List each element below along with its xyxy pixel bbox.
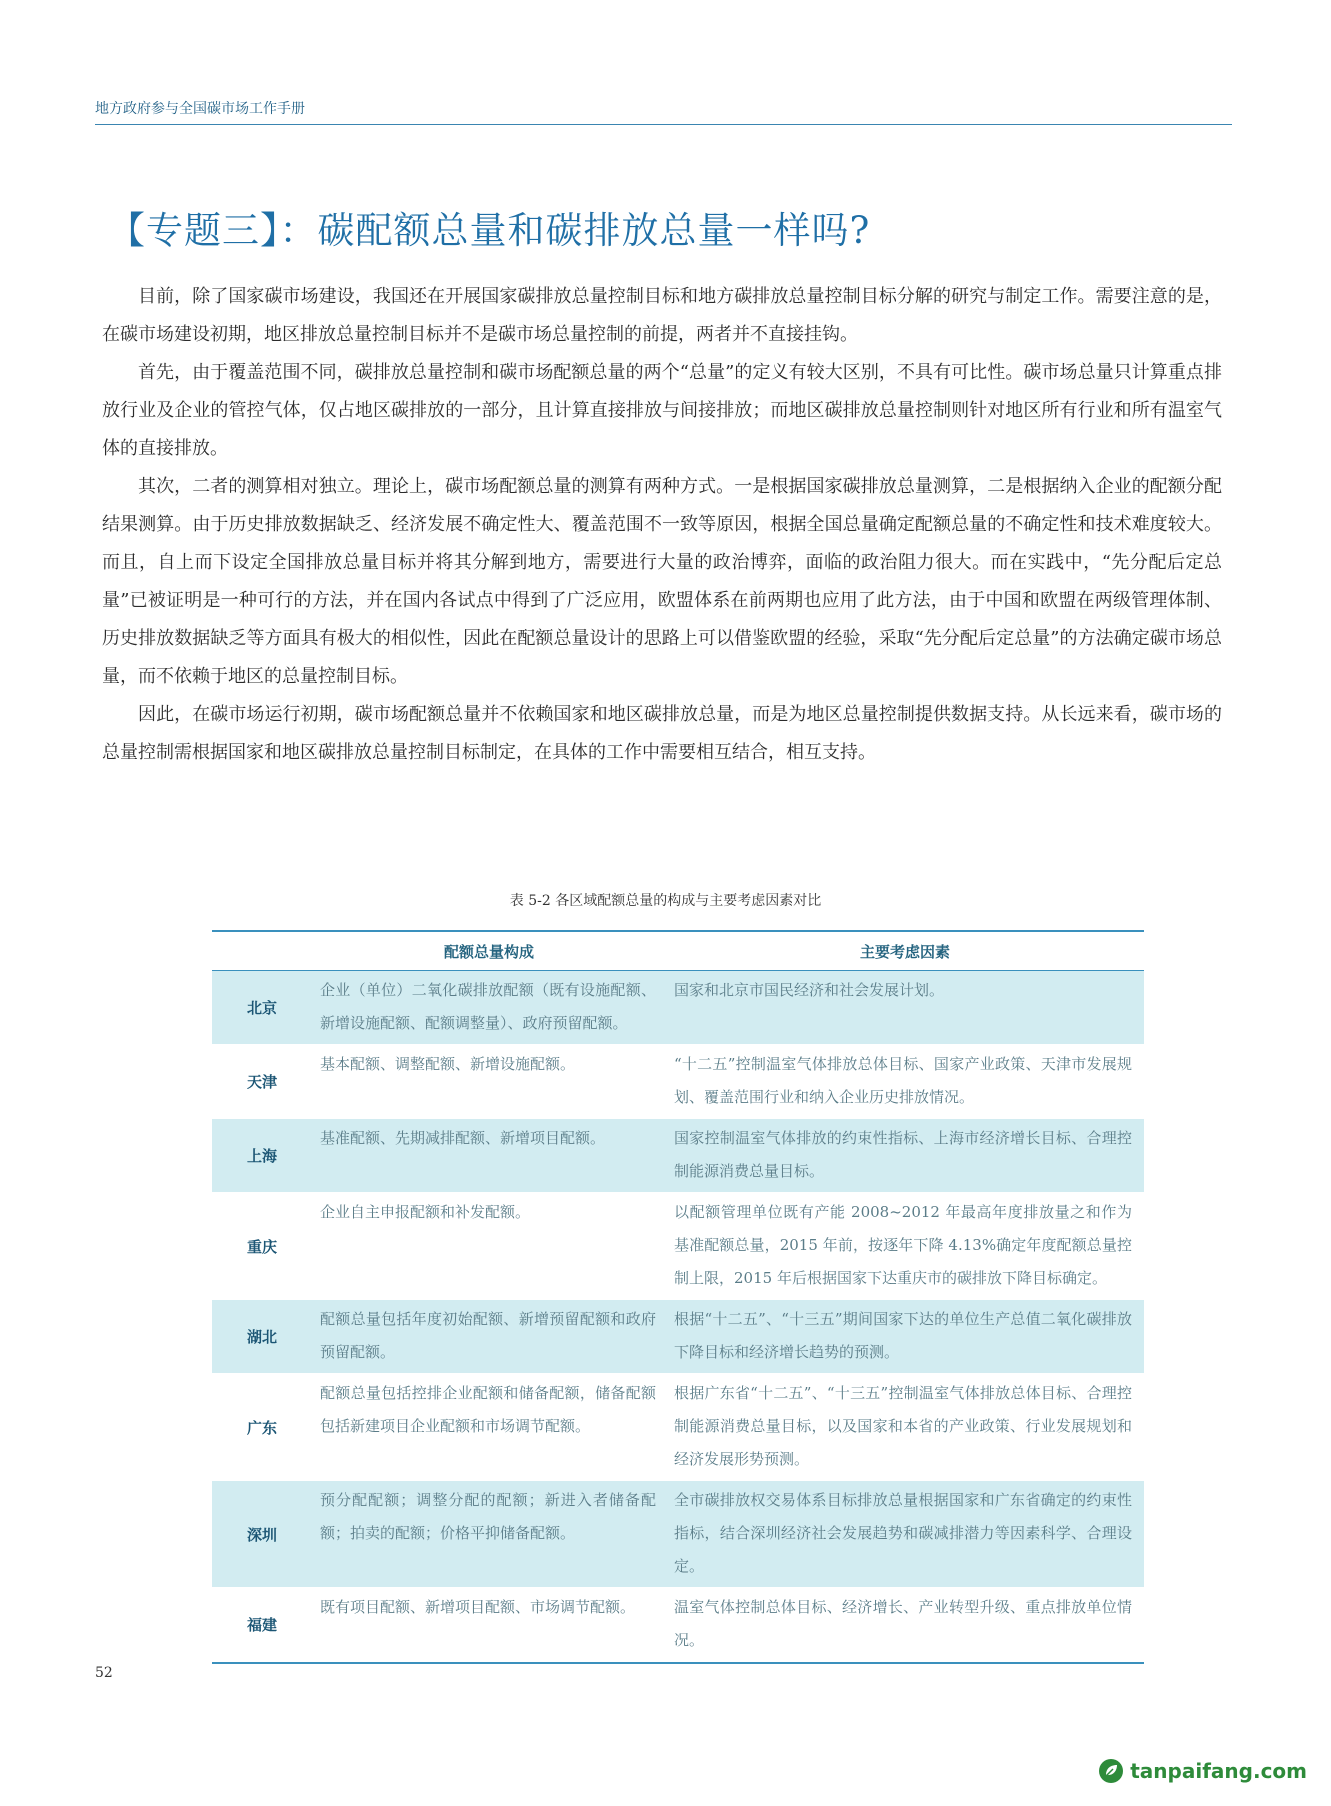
table-row-beijing [212, 971, 1144, 1045]
factors-cell: “十二五”控制温室气体排放总体目标、国家产业政策、天津市发展规划、覆盖范围行业和纳入企业历史排放情况。 [674, 1055, 1132, 1106]
watermark-text: tanpaifang.com [1130, 1759, 1307, 1783]
page-number: 52 [95, 1665, 113, 1681]
region-cell: 深圳 [246, 1525, 277, 1544]
paragraph: 目前，除了国家碳市场建设，我国还在开展国家碳排放总量控制目标和地方碳排放总量控制目标分解的研究与制定工作。需要注意的是，在碳市场建设初期，地区排放总量控制目标并不是碳市场总量控制的前提，两者并不直接挂钩。 [102, 286, 1222, 345]
composition-cell: 企业自主申报配额和补发配额。 [320, 1203, 531, 1221]
table-header-row [212, 932, 1144, 971]
composition-cell: 配额总量包括年度初始配额、新增预留配额和政府预留配额。 [320, 1310, 656, 1361]
running-header: 地方政府参与全国碳市场工作手册 [95, 101, 305, 117]
region-cell: 福建 [246, 1616, 277, 1634]
table-row-shenzhen [212, 1481, 1144, 1588]
region-cell: 上海 [246, 1147, 277, 1165]
allowance-comparison-table [212, 930, 1144, 1664]
factors-cell: 国家和北京市国民经济和社会发展计划。 [674, 981, 945, 999]
leaf-logo-icon [1098, 1758, 1124, 1784]
region-cell: 北京 [246, 999, 277, 1017]
table-row-hubei [212, 1300, 1144, 1374]
factors-cell: 温室气体控制总体目标、经济增长、产业转型升级、重点排放单位情况。 [674, 1598, 1132, 1649]
table-caption: 表 5-2 各区域配额总量的构成与主要考虑因素对比 [509, 893, 822, 909]
factors-cell: 以配额管理单位既有产能 2008~2012 年最高年度排放量之和作为基准配额总量，2015 年前，按逐年下降 4.13%确定年度配额总量控制上限，2015 年后根据国家下达重庆市的碳排放下降目标确定。 [674, 1203, 1132, 1287]
table-row-shanghai [212, 1119, 1144, 1193]
composition-cell: 基准配额、先期减排配额、新增项目配额。 [320, 1129, 606, 1147]
composition-cell: 预分配配额；调整分配的配额；新进入者储备配额；拍卖的配额；价格平抑储备配额。 [320, 1491, 656, 1542]
region-cell: 天津 [246, 1073, 277, 1091]
factors-cell: 国家控制温室气体排放的约束性指标、上海市经济增长目标、合理控制能源消费总量目标。 [674, 1129, 1132, 1180]
topic-title: 【专题三】：碳配额总量和碳排放总量一样吗? [108, 209, 871, 252]
table-row-tianjin [212, 1045, 1144, 1119]
table-row-chongqing [212, 1193, 1144, 1300]
composition-cell: 既有项目配额、新增项目配额、市场调节配额。 [320, 1598, 636, 1616]
body-text [102, 278, 1222, 772]
factors-cell: 全市碳排放权交易体系目标排放总量根据国家和广东省确定的约束性指标，结合深圳经济社会发展趋势和碳减排潜力等因素科学、合理设定。 [674, 1491, 1132, 1575]
paragraph: 其次，二者的测算相对独立。理论上，碳市场配额总量的测算有两种方式。一是根据国家碳排放总量测算，二是根据纳入企业的配额分配结果测算。由于历史排放数据缺乏、经济发展不确定性大、覆盖范围不一致等原因，根据全国总量确定配额总量的不确定性和技术难度较大。而且，自上而下设定全国排放总量目标并将其分解到地方，需要进行大量的政治博弈，面临的政治阻力很大。而在实践中，“先分配后定总量”已被证明是一种可行的方法，并在国内各试点中得到了广泛应用，欧盟体系在前两期也应用了此方法，由于中国和欧盟在两级管理体制、历史排放数据缺乏等方面具有极大的相似性，因此在配额总量设计的思路上可以借鉴欧盟的经验，采取“先分配后定总量”的方法确定碳市场总量，而不依赖于地区的总量控制目标。 [102, 476, 1222, 687]
header-rule [95, 124, 1232, 125]
composition-cell: 企业（单位）二氧化碳排放配额（既有设施配额、新增设施配额、配额调整量）、政府预留配额。 [320, 981, 656, 1032]
region-cell: 广东 [246, 1418, 277, 1437]
region-cell: 重庆 [246, 1237, 277, 1256]
region-cell: 湖北 [246, 1328, 277, 1346]
composition-cell: 基本配额、调整配额、新增设施配额。 [320, 1055, 576, 1073]
table-row-guangdong [212, 1374, 1144, 1481]
watermark [1098, 1758, 1307, 1784]
paragraph: 首先，由于覆盖范围不同，碳排放总量控制和碳市场配额总量的两个“总量”的定义有较大区别，不具有可比性。碳市场总量只计算重点排放行业及企业的管控气体，仅占地区碳排放的一部分，且计算直接排放与间接排放；而地区碳排放总量控制则针对地区所有行业和所有温室气体的直接排放。 [102, 362, 1222, 459]
header-factors: 主要考虑因素 [859, 942, 950, 961]
factors-cell: 根据“十二五”、“十三五”期间国家下达的单位生产总值二氧化碳排放下降目标和经济增长趋势的预测。 [674, 1310, 1132, 1361]
composition-cell: 配额总量包括控排企业配额和储备配额，储备配额包括新建项目企业配额和市场调节配额。 [320, 1384, 656, 1435]
header-composition: 配额总量构成 [443, 942, 534, 961]
table-row-fujian [212, 1588, 1144, 1662]
factors-cell: 根据广东省“十二五”、“十三五”控制温室气体排放总体目标、合理控制能源消费总量目标，以及国家和本省的产业政策、行业发展规划和经济发展形势预测。 [674, 1384, 1132, 1468]
paragraph: 因此，在碳市场运行初期，碳市场配额总量并不依赖国家和地区碳排放总量，而是为地区总量控制提供数据支持。从长远来看，碳市场的总量控制需根据国家和地区碳排放总量控制目标制定，在具体的工作中需要相互结合，相互支持。 [102, 704, 1222, 763]
